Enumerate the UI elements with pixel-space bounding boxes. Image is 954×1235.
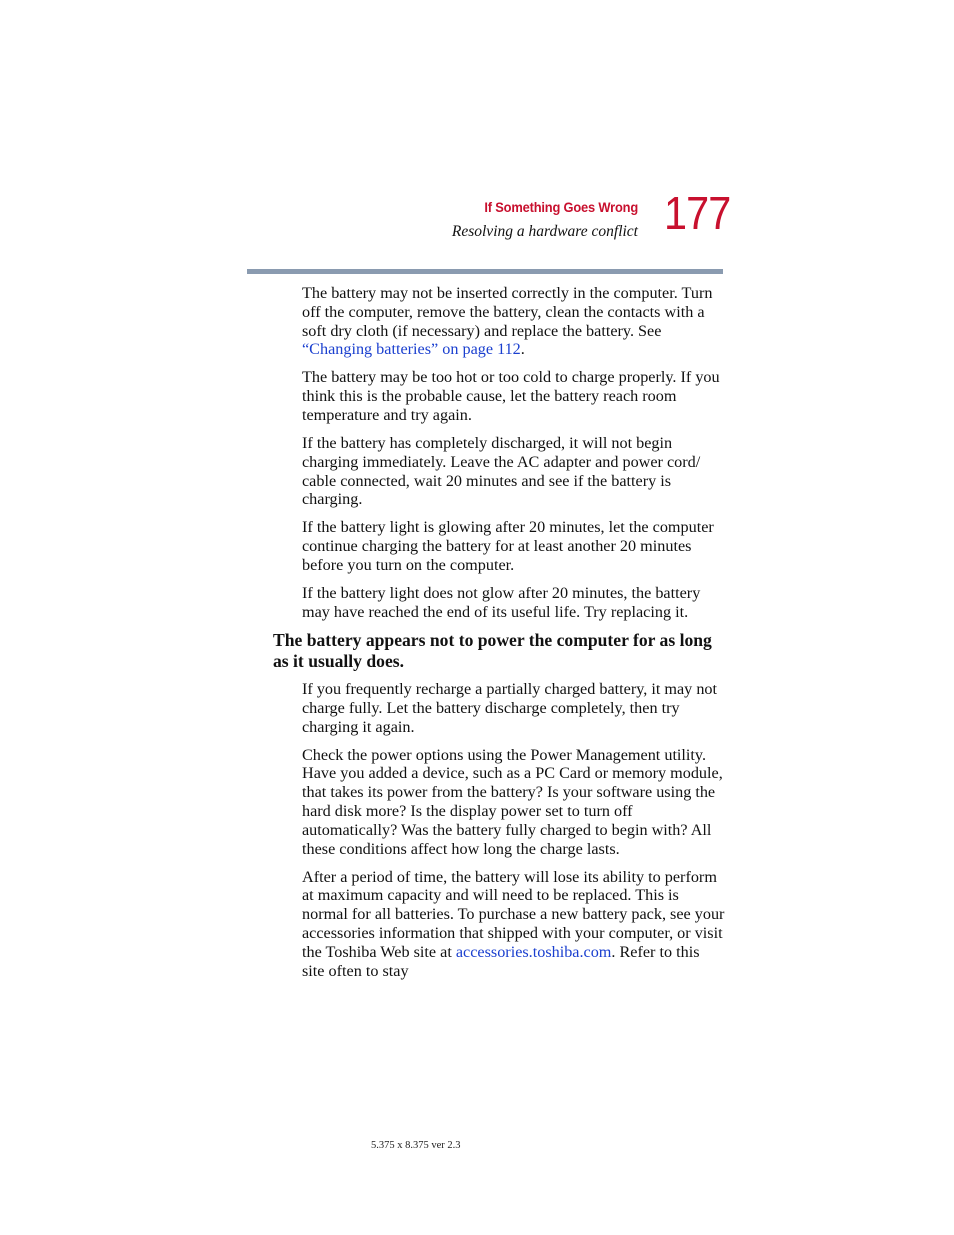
paragraph-text-end: .	[520, 340, 525, 359]
body-column-1	[302, 284, 726, 631]
paragraph-battery-inserted	[302, 284, 726, 359]
page-number: 177	[664, 187, 731, 239]
paragraph-recharge: If you frequently recharge a partially charged battery, it may not charge fully. Let the battery discharge completely, then try charging it again.	[302, 680, 718, 736]
changing-batteries-link[interactable]: “Changing batteries” on page 112	[302, 340, 521, 359]
paragraph-text: After a period of time, the battery will lose its ability to perform at maximum capacity and will need to be replaced. This is normal for all batteries. To purchase a new battery pack, see your accessories information that shipped with your computer, or visit the Toshiba Web site at	[302, 867, 725, 961]
paragraph-text: The battery may not be inserted correctly in the computer. Turn off the computer, remove the battery, clean the contacts with a soft dry cloth (if necessary) and replace the battery. See	[302, 284, 713, 340]
paragraph-battery-light-not-glowing: If the battery light does not glow after 20 minutes, the battery may have reached the end of its useful life. Try replacing it.	[302, 583, 701, 621]
body-column-2	[302, 680, 726, 990]
section-title: Resolving a hardware conflict	[451, 223, 638, 240]
paragraph-battery-temperature: The battery may be too hot or too cold to charge properly. If you think this is the probable cause, let the battery reach room temperature and try again.	[302, 368, 720, 424]
paragraph-power-options: Check the power options using the Power Management utility. Have you added a device, such as a PC Card or memory module, that takes its power from the battery? Is your software using the hard disk more? Is the display power set to turn off automatically? Was the battery fully charged to begin with? All these conditions affect how long the charge lasts.	[302, 745, 723, 858]
section-heading: The battery appears not to power the computer for as long as it usually does.	[273, 630, 712, 671]
paragraph-battery-discharged: If the battery has completely discharged, it will not begin charging immediately. Leave the AC adapter and power cord/ cable connected, wait 20 minutes and see if the battery is charging.	[302, 433, 701, 509]
paragraph-text-end: . Refer to this site often to stay	[302, 942, 700, 980]
accessories-link[interactable]: accessories.toshiba.com	[455, 942, 612, 961]
paragraph-battery-light-glowing: If the battery light is glowing after 20 minutes, let the computer continue charging the battery for at least another 20 minutes before you turn on the computer.	[302, 518, 714, 574]
paragraph-battery-lifetime	[302, 868, 726, 981]
header-rule	[247, 269, 723, 274]
chapter-title: If Something Goes Wrong	[484, 199, 638, 215]
footer-version: 5.375 x 8.375 ver 2.3	[371, 1140, 461, 1151]
